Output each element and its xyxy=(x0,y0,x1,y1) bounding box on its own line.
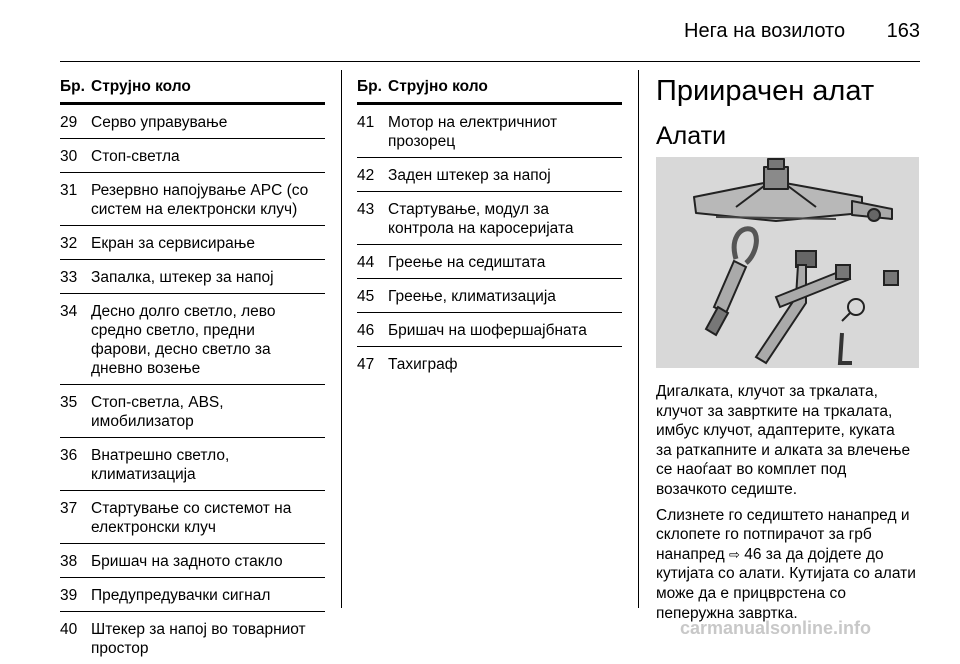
table-row xyxy=(357,313,622,347)
fuse-number: 47 xyxy=(357,356,375,373)
table-row xyxy=(60,491,325,544)
fuse-number: 31 xyxy=(60,182,78,199)
circuit-name: Екран за сервисирање xyxy=(91,235,256,252)
column-header-circuit: Струјно коло xyxy=(91,78,191,95)
header-rule xyxy=(60,61,920,62)
circuit-name: Греење на седиштата xyxy=(388,254,546,271)
column-header-number: Бр. xyxy=(60,78,85,95)
circuit-name: Бришач на шофершајбната xyxy=(388,322,587,339)
circuit-name: Стоп-светла xyxy=(91,148,180,165)
fuse-number: 30 xyxy=(60,148,78,165)
circuit-name: Предупредувачки сигнал xyxy=(91,587,271,604)
fuse-number: 32 xyxy=(60,235,78,252)
seat-paragraph-end: кутијата со алати. Кутијата со алати може да е прицврстена со пеперужна завртка. xyxy=(656,565,916,622)
table-row xyxy=(60,612,325,664)
circuit-name: Десно долго светло, лево средно светло, предни фарови, десно светло за дневно возење xyxy=(91,303,276,377)
circuit-name: Резервно напојување APC (со систем на електронски клуч) xyxy=(91,182,309,218)
circuit-name: Стартување со системот на електронски клуч xyxy=(91,500,292,536)
fuse-table-left xyxy=(60,78,325,664)
table-row xyxy=(357,192,622,245)
page-reference[interactable]: 46 за да дојдете до xyxy=(744,545,884,563)
tools-illustration xyxy=(656,157,919,368)
adapter-illustration xyxy=(840,271,898,363)
fuse-number: 46 xyxy=(357,322,375,339)
arrow-right-outline-icon: ⇨ xyxy=(729,546,740,562)
fuse-number: 34 xyxy=(60,303,78,320)
circuit-name: Стоп-светла, ABS, имобилизатор xyxy=(91,394,224,430)
table-row xyxy=(60,578,325,612)
fuse-number: 33 xyxy=(60,269,78,286)
fuse-number: 36 xyxy=(60,447,78,464)
circuit-name: Запалка, штекер за напој xyxy=(91,269,274,286)
page-header-title: Нега на возилото xyxy=(684,20,846,42)
fuse-number: 40 xyxy=(60,621,78,638)
table-row xyxy=(357,158,622,192)
watermark: carmanualsonline.info xyxy=(680,618,872,638)
table-row xyxy=(60,438,325,491)
fuse-number: 35 xyxy=(60,394,78,411)
fuse-number: 44 xyxy=(357,254,375,271)
fuse-number: 42 xyxy=(357,167,375,184)
circuit-name: Заден штекер за напој xyxy=(388,167,551,184)
lug-wrench-illustration xyxy=(756,251,850,363)
column-header-number: Бр. xyxy=(357,78,382,95)
circuit-name: Штекер за напој во товарниот простор xyxy=(91,621,306,657)
wheel-wrench-illustration xyxy=(706,229,756,335)
circuit-name: Бришач на задното стакло xyxy=(91,553,283,570)
seat-paragraph xyxy=(656,506,922,624)
circuit-name: Серво управување xyxy=(91,114,228,131)
table-row xyxy=(60,105,325,139)
fuse-number: 45 xyxy=(357,288,375,305)
circuit-name: Внатрешно светло, климатизација xyxy=(91,447,230,483)
tools-section xyxy=(656,74,922,623)
jack-illustration xyxy=(694,159,892,221)
table-row xyxy=(60,173,325,226)
fuse-number: 29 xyxy=(60,114,78,131)
fuse-table-right xyxy=(357,78,622,380)
circuit-name: Тахиграф xyxy=(388,356,458,373)
table-row xyxy=(60,294,325,385)
table-row xyxy=(357,279,622,313)
fuse-number: 39 xyxy=(60,587,78,604)
page-number: 163 xyxy=(886,20,920,42)
table-row xyxy=(60,139,325,173)
circuit-name: Стартување, модул за контрола на каросеријата xyxy=(388,201,574,237)
fuse-number: 43 xyxy=(357,201,375,218)
section-title: Приирачен алат xyxy=(656,75,875,107)
column-divider xyxy=(638,70,639,608)
table-row xyxy=(357,245,622,279)
table-header xyxy=(357,78,622,105)
circuit-name: Греење, климатизација xyxy=(388,288,556,305)
table-header xyxy=(60,78,325,105)
tools-paragraph: Дигалката, клучот за тркалата, клучот за завртките на тркалата, имбус клучот, адаптерите, куката за раткапните и алката за влечење се наоѓаат во комплет под возачкото седиште. xyxy=(656,383,911,498)
fuse-number: 41 xyxy=(357,114,375,131)
fuse-number: 37 xyxy=(60,500,78,517)
table-row xyxy=(60,260,325,294)
circuit-name: Мотор на електричниот прозорец xyxy=(388,114,558,150)
subsection-title: Алати xyxy=(656,122,727,150)
table-row xyxy=(60,544,325,578)
seat-paragraph-start: Слизнете го седиштето нанапред и склопете го потпирачот за грб нанапред xyxy=(656,506,910,563)
table-row xyxy=(60,385,325,438)
table-row xyxy=(60,226,325,260)
table-row xyxy=(357,105,622,158)
fuse-number: 38 xyxy=(60,553,78,570)
column-divider xyxy=(341,70,342,608)
table-row xyxy=(357,347,622,380)
column-header-circuit: Струјно коло xyxy=(388,78,488,95)
